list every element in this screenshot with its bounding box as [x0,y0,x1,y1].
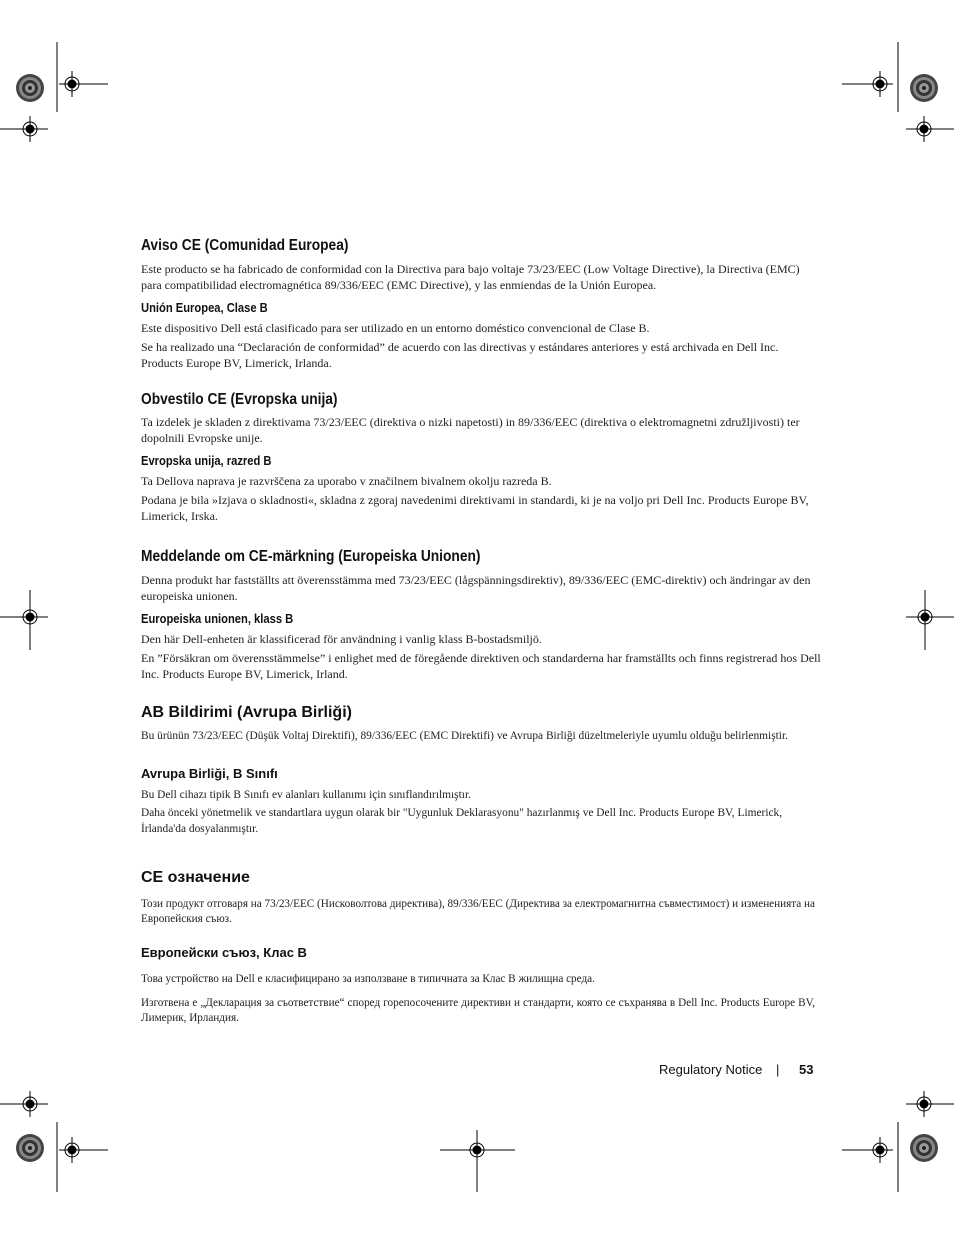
section-intro-sl: Ta izdelek je skladen z direktivama 73/23/EEC (direktiva o nizki napetosti) in 89/336/EEC (direktiva o elektromagnetni združljivosti) ter dopolnili Evropske unije. [141,415,800,445]
section-body2-es: Se ha realizado una “Declaración de conformidad” de acuerdo con las directivas y estándares anteriores y está archivada en Dell Inc. Products Europe BV, Limerick, Irlanda. [141,340,779,370]
page-number: 53 [799,1062,814,1077]
section-body2-tr: Daha önceki yönetmelik ve standartlara uygun olarak bir "Uygunluk Deklarasyonu" hazırlanmış ve Dell Inc. Products Europe BV, Limerick, İrlanda'da dosyalanmıştır. [141,807,783,835]
section-subheading-sl: Evropska unija, razred B [141,453,272,468]
section-heading-sv: Meddelande om CE-märkning (Europeiska Unionen) [141,548,481,565]
section-subheading-bg: Европейски съюз, Клас B [141,945,307,960]
section-heading-bg: CE означение [141,869,250,886]
section-body2-sl: Podana je bila »Izjava o skladnosti«, skladna z zgoraj navedenimi direktivami in standardi, ki je na voljo pri Dell Inc. Products Europe BV, Limerick, Irska. [141,493,809,523]
section-intro-bg: Този продукт отговаря на 73/23/EEC (Нисковолтова директива), 89/336/EEC (Директива за електромагнитна съвместимост) и измененията на Европейския съюз. [141,898,816,925]
section-intro-sv: Denna produkt har fastställts att överensstämma med 73/23/EEC (lågspänningsdirektiv), 89/336/EEC (EMC-direktiv) och ändringar av den europeiska unionen. [141,573,811,603]
footer-label: Regulatory Notice [659,1062,763,1077]
section-intro-tr: Bu ürünün 73/23/EEC (Düşük Voltaj Direktifi), 89/336/EEC (EMC Direktifi) ve Avrupa Birliği düzeltmeleriyle uyumlu olduğu belirlenmiştir. [141,730,788,742]
section-heading-es: Aviso CE (Comunidad Europea) [141,237,349,254]
section-body1-sv: Den här Dell-enheten är klassificerad för användning i vanlig klass B-bostadsmiljö. [141,632,542,646]
section-body1-sl: Ta Dellova naprava je razvrščena za uporabo v značilnem bivalnem okolju razreda B. [141,474,552,488]
section-body2-bg: Изготвена е „Декларация за съответствие“ според горепосочените директиви и стандарти, която се съхранява в Dell Inc. Products Europe BV, Лимерик, Ирландия. [141,997,815,1024]
section-heading-sl: Obvestilo CE (Evropska unija) [141,391,338,408]
footer-separator: | [776,1062,780,1077]
section-body2-sv: En ”Försäkran om överensstämmelse” i enlighet med de föregående direktiven och standarderna har framställts och finns registrerad hos Dell Inc. Products Europe BV, Limerick, Irland. [141,651,821,681]
section-subheading-tr: Avrupa Birliği, B Sınıfı [141,766,278,781]
section-heading-tr: AB Bildirimi (Avrupa Birliği) [141,704,352,721]
section-subheading-sv: Europeiska unionen, klass B [141,611,294,626]
section-body1-bg: Това устройство на Dell е класифицирано за използване в типичната за Клас B жилищна среда. [141,973,595,985]
section-body1-tr: Bu Dell cihazı tipik B Sınıfı ev alanları kullanımı için sınıflandırılmıştır. [141,789,471,801]
section-intro-es: Este producto se ha fabricado de conformidad con la Directiva para bajo voltaje 73/23/EEC (Low Voltage Directive), la Directiva (EMC) para compatibilidad electromagnética 89/336/EEC (EMC Directive), y las enmiendas de la Unión Europea. [141,262,800,292]
section-subheading-es: Unión Europea, Clase B [141,300,268,315]
section-body1-es: Este dispositivo Dell está clasificado para ser utilizado en un entorno doméstico convencional de Clase B. [141,321,650,335]
